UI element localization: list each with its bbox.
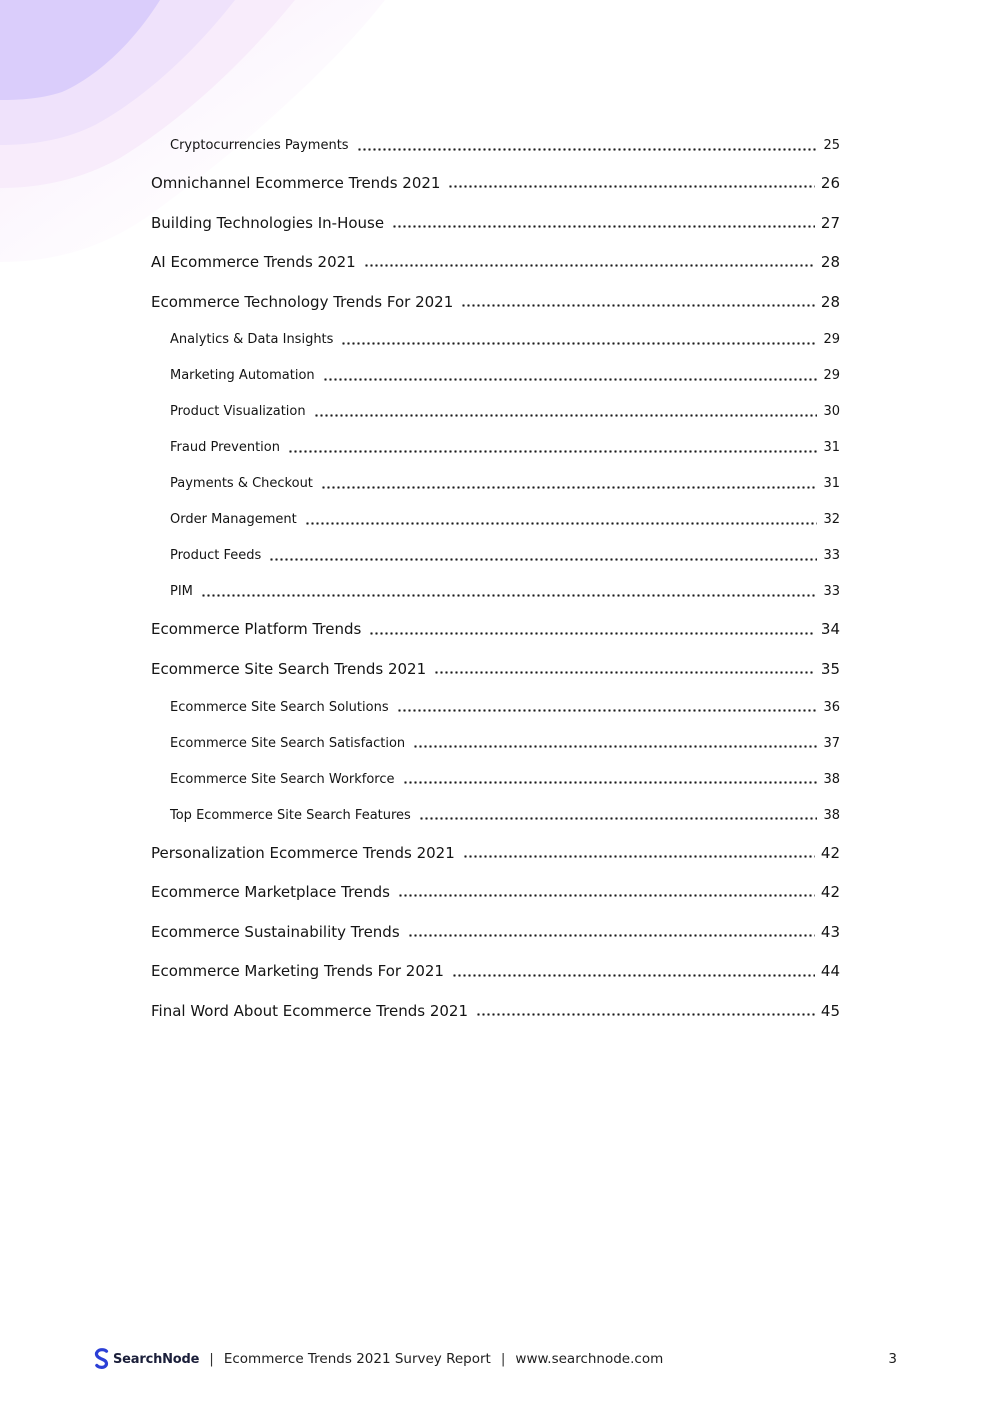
- toc-entry[interactable]: [151, 466, 840, 502]
- toc-entry[interactable]: [151, 610, 840, 650]
- toc-entry-title: Ecommerce Site Search Satisfaction: [170, 735, 406, 751]
- toc-dot-leader: [364, 264, 815, 267]
- page-footer: [94, 1347, 898, 1371]
- toc-entry-page: 36: [823, 699, 840, 715]
- toc-entry[interactable]: [151, 798, 840, 834]
- toc-entry-title: Order Management: [170, 512, 297, 528]
- toc-dot-leader: [463, 855, 815, 858]
- toc-entry[interactable]: [151, 358, 840, 394]
- toc-dot-leader: [403, 781, 818, 784]
- toc-entry-page: 27: [820, 213, 840, 232]
- toc-entry[interactable]: [151, 992, 840, 1032]
- toc-dot-leader: [476, 1013, 815, 1016]
- toc-entry-title: Ecommerce Marketplace Trends: [151, 883, 390, 902]
- toc-entry-page: 33: [823, 584, 840, 600]
- toc-entry-title: Analytics & Data Insights: [170, 332, 334, 348]
- toc-entry-page: 37: [823, 735, 840, 751]
- toc-entry-title: Ecommerce Site Search Workforce: [170, 771, 395, 787]
- toc-entry[interactable]: [151, 283, 840, 323]
- toc-entry[interactable]: [151, 952, 840, 992]
- toc-entry-page: 42: [820, 883, 840, 902]
- toc-dot-leader: [269, 558, 817, 561]
- toc-dot-leader: [305, 522, 818, 525]
- footer-website-link[interactable]: www.searchnode.com: [515, 1351, 664, 1367]
- toc-entry-title: AI Ecommerce Trends 2021: [151, 253, 356, 272]
- toc-entry-title: Product Feeds: [170, 548, 262, 564]
- toc-dot-leader: [341, 342, 817, 345]
- table-of-contents: [151, 128, 840, 1032]
- toc-entry[interactable]: [151, 502, 840, 538]
- toc-dot-leader: [314, 414, 818, 417]
- toc-entry-page: 30: [823, 404, 840, 420]
- footer-report-title: Ecommerce Trends 2021 Survey Report: [223, 1351, 491, 1367]
- toc-entry-title: Cryptocurrencies Payments: [170, 138, 349, 153]
- toc-entry-page: 45: [820, 1001, 840, 1020]
- toc-entry[interactable]: [151, 690, 840, 726]
- toc-dot-leader: [398, 894, 815, 897]
- toc-entry-page: 44: [820, 962, 840, 981]
- toc-dot-leader: [452, 974, 815, 977]
- toc-entry-title: Top Ecommerce Site Search Features: [170, 807, 411, 823]
- toc-dot-leader: [201, 594, 818, 597]
- toc-dot-leader: [323, 378, 818, 381]
- toc-entry-title: Payments & Checkout: [170, 476, 313, 492]
- toc-entry-title: PIM: [170, 584, 193, 600]
- toc-entry-title: Personalization Ecommerce Trends 2021: [151, 843, 455, 862]
- toc-entry[interactable]: [151, 243, 840, 283]
- toc-entry-page: 33: [823, 548, 840, 564]
- page-number: 3: [888, 1351, 897, 1367]
- toc-entry-title: Product Visualization: [170, 404, 306, 420]
- toc-entry[interactable]: [151, 650, 840, 690]
- toc-entry-page: 26: [820, 174, 840, 192]
- toc-entry-page: 32: [823, 512, 840, 528]
- toc-dot-leader: [392, 225, 815, 228]
- toc-entry-title: Fraud Prevention: [170, 440, 280, 456]
- toc-entry-page: 34: [820, 620, 840, 639]
- toc-entry-title: Ecommerce Site Search Solutions: [170, 699, 389, 715]
- toc-entry[interactable]: [151, 204, 840, 244]
- toc-entry-page: 43: [820, 922, 840, 941]
- toc-dot-leader: [357, 148, 818, 151]
- toc-entry[interactable]: [151, 128, 840, 164]
- toc-entry[interactable]: [151, 913, 840, 953]
- toc-entry-title: Ecommerce Platform Trends: [151, 620, 362, 639]
- toc-entry-page: 25: [823, 138, 840, 153]
- toc-entry[interactable]: [151, 394, 840, 430]
- toc-dot-leader: [397, 709, 818, 712]
- toc-entry-page: 28: [820, 292, 840, 311]
- searchnode-logo-icon: [94, 1348, 110, 1370]
- toc-entry-title: Ecommerce Sustainability Trends: [151, 922, 400, 941]
- toc-entry-title: Omnichannel Ecommerce Trends 2021: [151, 174, 441, 192]
- toc-entry[interactable]: [151, 164, 840, 204]
- toc-dot-leader: [461, 304, 815, 307]
- toc-entry[interactable]: [151, 322, 840, 358]
- toc-entry[interactable]: [151, 873, 840, 913]
- toc-dot-leader: [408, 934, 815, 937]
- toc-entry-page: 31: [823, 476, 840, 492]
- toc-dot-leader: [369, 632, 815, 635]
- toc-entry-page: 38: [823, 771, 840, 787]
- toc-entry-page: 29: [823, 332, 840, 348]
- toc-dot-leader: [413, 745, 817, 748]
- brand-name: SearchNode: [113, 1351, 200, 1367]
- toc-entry-title: Final Word About Ecommerce Trends 2021: [151, 1001, 469, 1020]
- toc-entry-page: 42: [820, 843, 840, 862]
- footer-separator: |: [209, 1351, 214, 1367]
- toc-entry-title: Ecommerce Technology Trends For 2021: [151, 292, 454, 311]
- toc-entry[interactable]: [151, 726, 840, 762]
- toc-entry-page: 28: [820, 253, 840, 272]
- toc-entry[interactable]: [151, 430, 840, 466]
- toc-entry-title: Ecommerce Marketing Trends For 2021: [151, 962, 444, 981]
- toc-entry[interactable]: [151, 762, 840, 798]
- toc-entry[interactable]: [151, 538, 840, 574]
- brand-logo: [94, 1348, 199, 1370]
- toc-entry-page: 38: [823, 807, 840, 823]
- toc-entry-title: Ecommerce Site Search Trends 2021: [151, 659, 427, 678]
- toc-entry[interactable]: [151, 834, 840, 874]
- toc-entry-title: Marketing Automation: [170, 368, 315, 384]
- toc-entry-page: 31: [823, 440, 840, 456]
- toc-dot-leader: [321, 486, 818, 489]
- toc-entry[interactable]: [151, 574, 840, 610]
- toc-dot-leader: [419, 817, 818, 820]
- toc-dot-leader: [288, 450, 817, 453]
- toc-dot-leader: [448, 185, 814, 188]
- toc-entry-page: 35: [820, 659, 840, 678]
- toc-entry-title: Building Technologies In-House: [151, 213, 385, 232]
- footer-separator: |: [500, 1351, 506, 1367]
- toc-entry-page: 29: [823, 368, 840, 384]
- toc-dot-leader: [434, 671, 815, 674]
